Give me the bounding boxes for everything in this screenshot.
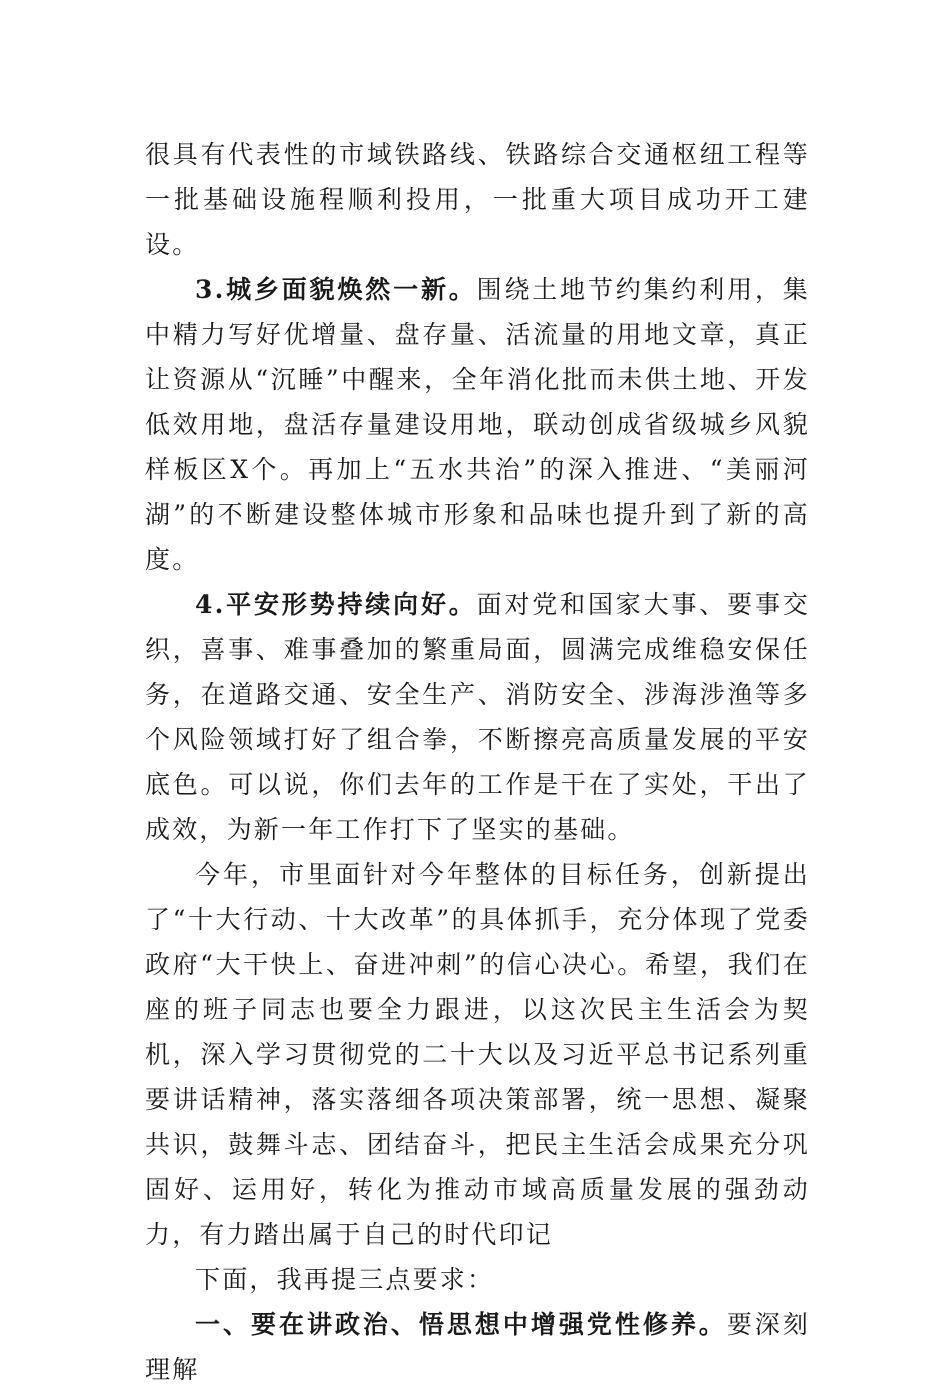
paragraph-text: 今年，市里面针对今年整体的目标任务，创新提出了“十大行动、十大改革”的具体抓手，充分体现了党委政府“大干快上、奋进冲刺”的信心决心。希望，我们在座的班子同志也要全力跟进，以这次民主生活会为契机，深入学习贯彻党的二十大以及习近平总书记系列重要讲话精神，落实落细各项决策部署，统一思想、凝聚共识，鼓舞斗志、团结奋斗，把民主生活会成果充分巩固好、运用好，转化为推动市域高质量发展的强劲动力，有力踏出属于自己的时代印记 bbox=[145, 860, 810, 1249]
paragraph-text: 面对党和国家大事、要事交织，喜事、难事叠加的繁重局面，圆满完成维稳安保任务，在道路交通、安全生产、消防安全、涉海涉渔等多个风险领域打好了组合拳，不断擦亮高质量发展的平安底色。可以说，你们去年的工作是干在了实处，干出了成效，为新一年工作打下了坚实的基础。 bbox=[145, 590, 810, 844]
paragraph-requirement-one bbox=[145, 1302, 810, 1392]
paragraph-safety bbox=[145, 582, 810, 852]
paragraph-heading: 3.城乡面貌焕然一新。 bbox=[195, 275, 477, 304]
paragraph-text: 要深刻理解 bbox=[145, 1310, 810, 1384]
paragraph-text: 很具有代表性的市域铁路线、铁路综合交通枢纽工程等一批基础设施程顺利投用，一批重大项目成功开工建设。 bbox=[145, 140, 810, 259]
paragraph-requirements-intro bbox=[145, 1257, 810, 1302]
document-body bbox=[145, 132, 810, 1392]
paragraph-text: 围绕土地节约集约利用，集中精力写好优增量、盘存量、活流量的用地文章，真正让资源从“沉睡”中醒来，全年消化批而未供土地、开发低效用地，盘活存量建设用地，联动创成省级城乡风貌样板区X个。再加上“五水共治”的深入推进、“美丽河湖”的不断建设整体城市形象和品味也提升到了新的高度。 bbox=[145, 275, 810, 574]
paragraph-urban-rural bbox=[145, 267, 810, 582]
paragraph-continuation bbox=[145, 132, 810, 267]
paragraph-heading: 4.平安形势持续向好。 bbox=[195, 590, 477, 619]
paragraph-heading: 一、要在讲政治、悟思想中增强党性修养。 bbox=[195, 1310, 727, 1339]
paragraph-text: 下面，我再提三点要求： bbox=[195, 1265, 495, 1294]
paragraph-this-year bbox=[145, 852, 810, 1257]
